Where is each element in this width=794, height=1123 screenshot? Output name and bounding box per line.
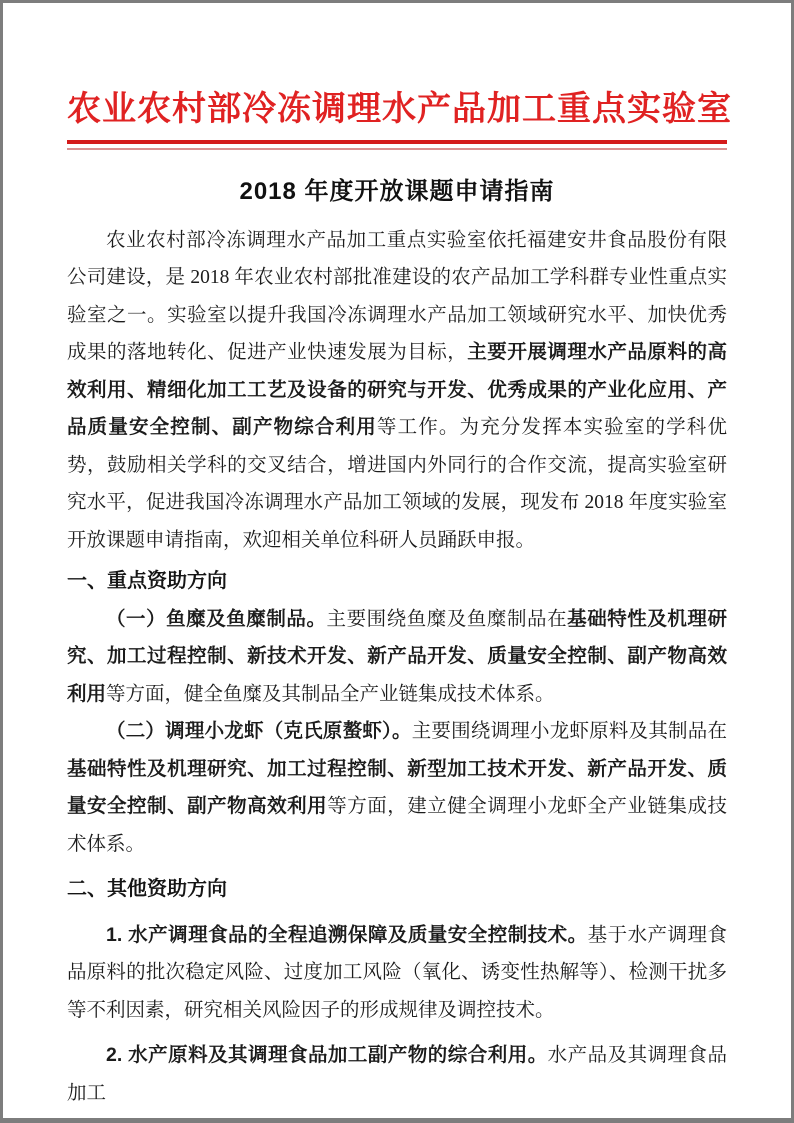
text-run: 主要围绕鱼糜及鱼糜制品在 xyxy=(326,608,568,630)
key-direction-1-paragraph xyxy=(67,601,727,714)
text-run: 等工作。为充分发挥本实验室的学科优势，鼓励相关学科的交叉结合，增进国内外同行的合作交流，提高实验室研究水平，促进我国冷冻调理水产品加工领域的发展，现发布 2018 年度实验室开放课题申请指南，欢迎相关单位科研人员踊跃申报。 xyxy=(67,417,727,551)
text-run: 等方面，建立健全调理小龙虾全产业链集成技术体系。 xyxy=(67,796,727,855)
text-run: 主要开展调理水产品原料的高效利用、精细化加工工艺及设备的研究与开发、优秀成果的产业化应用、产品质量安全控制、副产物综合利用 xyxy=(67,341,727,439)
text-run: 2. 水产原料及其调理食品加工副产物的综合利用。 xyxy=(106,1044,548,1067)
double-rule xyxy=(67,140,727,150)
doc-title: 2018 年度开放课题申请指南 xyxy=(239,177,555,205)
other-direction-2-paragraph xyxy=(67,1037,727,1112)
document-content xyxy=(3,89,791,1112)
rule-thin-line xyxy=(67,148,727,150)
text-run: 基于水产调理食品原料的批次稳定风险、过度加工风险（氧化、诱变性热解等）、检测干扰多等不利因素，研究相关风险因子的形成规律及调控技术。 xyxy=(67,924,727,1021)
text-run: 农业农村部冷冻调理水产品加工重点实验室依托福建安井食品股份有限公司建设，是 2018 年农业农村部批准建设的农产品加工学科群专业性重点实验室之一。实验室以提升我国冷冻调理水产品加工领域研究水平、加快优秀成果的落地转化、促进产业快速发展为目标， xyxy=(67,229,727,364)
other-direction-1-paragraph xyxy=(67,917,727,1030)
text-run: 等方面，健全鱼糜及其制品全产业链集成技术体系。 xyxy=(106,683,555,705)
key-direction-2-paragraph xyxy=(67,713,727,863)
intro-paragraph xyxy=(67,222,727,560)
section-2-heading: 二、其他资助方向 xyxy=(67,878,227,901)
text-run: 1. 水产调理食品的全程追溯保障及质量安全控制技术。 xyxy=(106,923,588,946)
text-run: 基础特性及机理研究、加工过程控制、新型加工技术开发、新产品开发、质量安全控制、副产物高效利用 xyxy=(67,757,727,818)
text-run: 基础特性及机理研究、加工过程控制、新技术开发、新产品开发、质量安全控制、副产物高效利用 xyxy=(67,607,727,705)
section-1-heading: 一、重点资助方向 xyxy=(67,570,227,593)
rule-thick-line xyxy=(67,140,727,144)
text-run: 水产品及其调理食品加工 xyxy=(67,1045,727,1104)
text-run: （二）调理小龙虾（克氏原螯虾）。 xyxy=(106,720,412,743)
text-run: 主要围绕调理小龙虾原料及其制品在 xyxy=(411,721,727,743)
org-title: 农业农村部冷冻调理水产品加工重点实验室 xyxy=(67,90,732,128)
text-run: （一）鱼糜及鱼糜制品。 xyxy=(106,607,327,630)
